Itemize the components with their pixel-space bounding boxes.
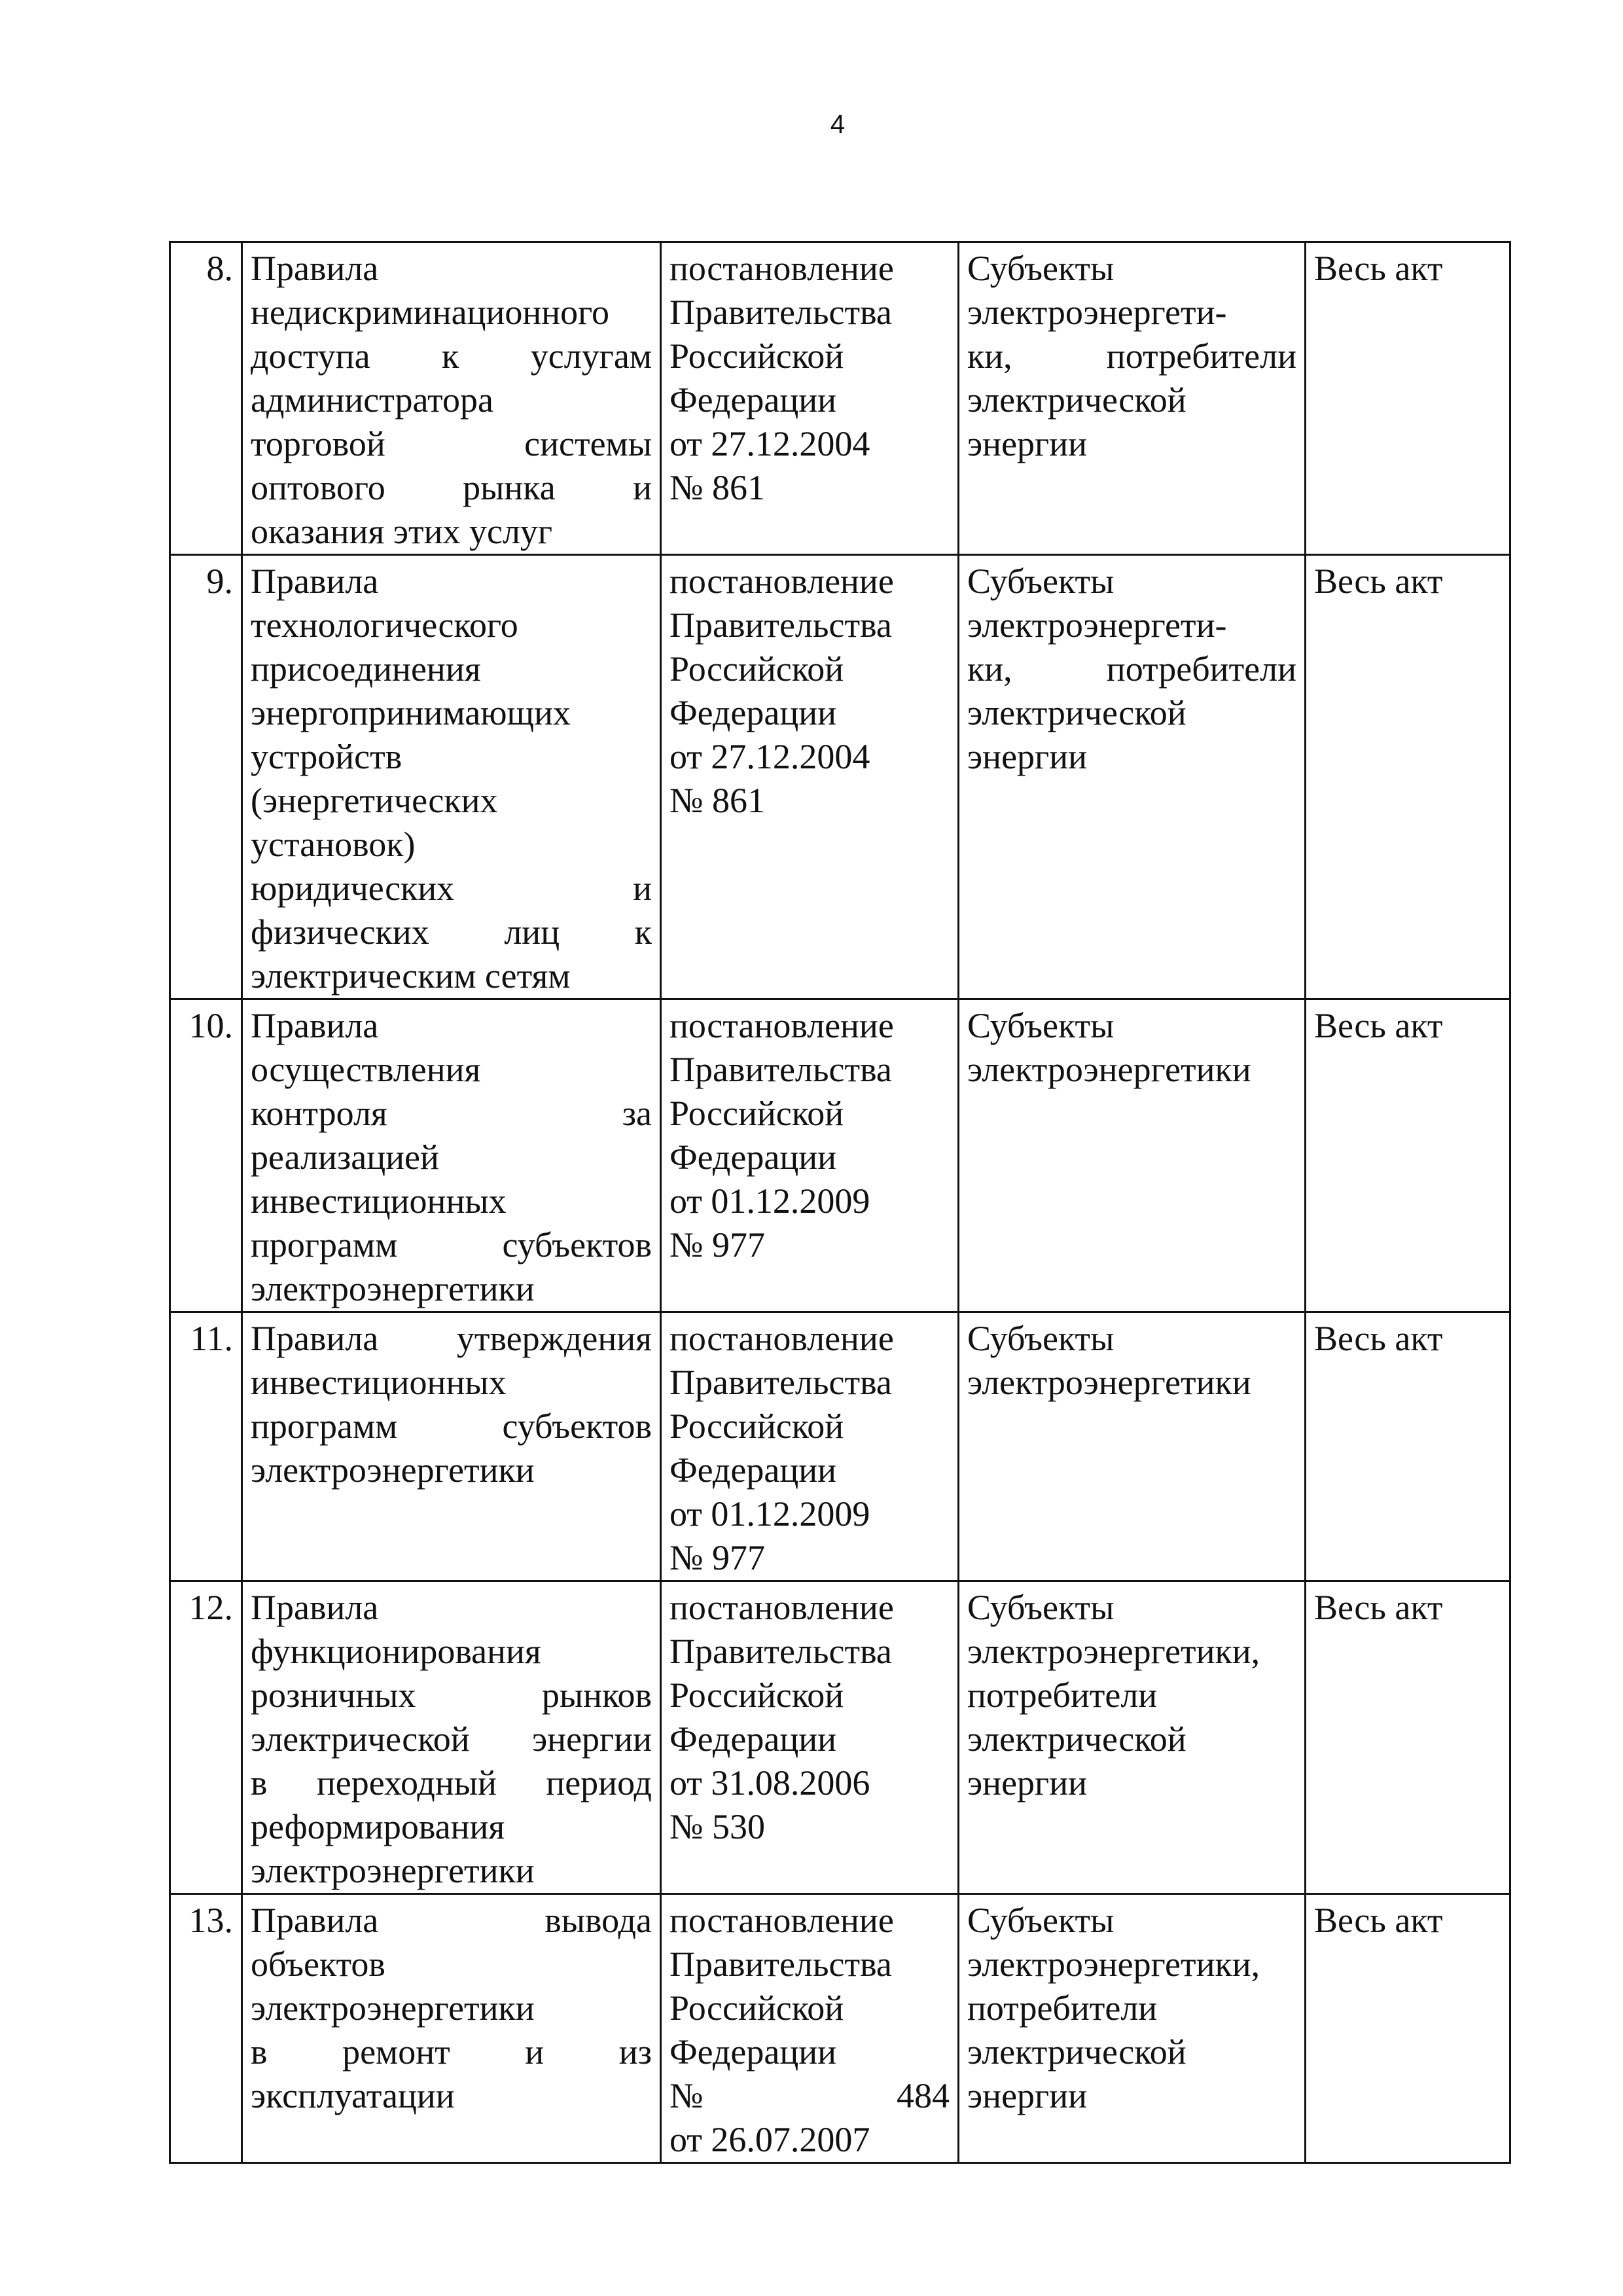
line: контроля за [251,1094,652,1133]
scope: Весь акт [1306,1312,1510,1581]
line: инвестиционных [251,1181,507,1221]
document-name [242,242,661,555]
document-name [242,1894,661,2163]
subjects [959,999,1306,1312]
row-number: 9. [170,555,242,999]
act-reference [661,1894,959,2163]
row-number: 13. [170,1894,242,2163]
line: от 27.12.2004 [669,424,870,463]
line: Правила [251,1006,379,1045]
scope: Весь акт [1306,1894,1510,2163]
line: от 01.12.2009 [669,1181,870,1221]
line: постановление [669,1006,894,1045]
line: Субъекты [967,1006,1115,1045]
line: инвестиционных [251,1363,507,1402]
line: Правительства [669,1945,892,1984]
row-number: 10. [170,999,242,1312]
line: недискриминационного [251,293,609,332]
subjects [959,555,1306,999]
line: постановление [669,249,894,288]
scope: Весь акт [1306,999,1510,1312]
line: ки, потребители [967,336,1296,376]
document-name [242,1581,661,1894]
regulations-table [169,241,1511,2164]
table-row [170,1894,1510,2163]
line: Федерации [669,2032,837,2072]
line: в ремонт и из [251,2032,652,2072]
line: электрической [967,693,1186,732]
line: оптового рынка и [251,468,652,507]
table-row [170,1312,1510,1581]
line: электроэнергетики [967,1363,1251,1402]
act-reference [661,242,959,555]
line: электроэнергети- [967,605,1227,645]
row-number: 12. [170,1581,242,1894]
line: Правительства [669,293,892,332]
document-name [242,999,661,1312]
document-name [242,555,661,999]
line: Субъекты [967,562,1115,601]
line: Правительства [669,1050,892,1089]
row-number: 8. [170,242,242,555]
line: электроэнергетики, [967,1945,1260,1984]
line: от 31.08.2006 [669,1763,870,1803]
line: электроэнергети- [967,293,1227,332]
line: электрической [967,2032,1186,2072]
line: Федерации [669,693,837,732]
line: Федерации [669,1719,837,1759]
subjects [959,242,1306,555]
line: технологического [251,605,518,645]
line: Российской [669,1094,844,1133]
line: функционирования [251,1632,541,1671]
line: электроэнергетики [251,1269,535,1308]
line: энергии [967,1763,1087,1803]
subjects [959,1312,1306,1581]
line: установок) [251,825,416,864]
line: администратора [251,380,493,420]
line: постановление [669,1901,894,1940]
line: энергии [967,2076,1087,2115]
subjects [959,1581,1306,1894]
document-name [242,1312,661,1581]
line: потребители [967,1988,1158,2028]
line: электроэнергетики, [967,1632,1260,1671]
table-body [170,242,1510,2163]
line: Федерации [669,1138,837,1177]
line: Российской [669,1407,844,1446]
line: устройств [251,737,402,776]
line: электроэнергетики [967,1050,1251,1089]
line: Правила вывода [251,1901,652,1940]
line: Правила [251,249,379,288]
line: торговой системы [251,424,652,463]
line: Правительства [669,1363,892,1402]
line: Российской [669,336,844,376]
line: потребители [967,1676,1158,1715]
line: электроэнергетики [251,1450,535,1490]
line: Субъекты [967,1588,1115,1627]
line: Правила [251,562,379,601]
line: электроэнергетики [251,1988,535,2028]
line: реализацией [251,1138,439,1177]
line: № 977 [669,1225,766,1265]
line: постановление [669,1588,894,1627]
line: № 484 [669,2076,950,2115]
line: доступа к услугам [251,336,652,376]
line: Российской [669,649,844,689]
subjects [959,1894,1306,2163]
line: эксплуатации [251,2076,455,2115]
line: Субъекты [967,1319,1115,1358]
line: электрической [967,1719,1186,1759]
line: Правительства [669,1632,892,1671]
line: энергии [967,737,1087,776]
scope: Весь акт [1306,242,1510,555]
line: № 861 [669,781,766,820]
line: программ субъектов [251,1225,652,1265]
line: в переходный период [251,1763,652,1803]
scope: Весь акт [1306,1581,1510,1894]
line: розничных рынков [251,1676,652,1715]
line: физических лиц к [251,912,652,952]
line: № 530 [669,1807,766,1846]
line: юридических и [251,869,652,908]
act-reference [661,999,959,1312]
line: № 861 [669,468,766,507]
line: электрической энергии [251,1719,652,1759]
line: (энергетических [251,781,498,820]
table-row [170,242,1510,555]
table-row [170,1581,1510,1894]
row-number: 11. [170,1312,242,1581]
act-reference [661,1581,959,1894]
page-number: 4 [830,110,846,139]
line: Российской [669,1676,844,1715]
line: от 01.12.2009 [669,1494,870,1534]
table-row [170,999,1510,1312]
line: ки, потребители [967,649,1296,689]
line: от 27.12.2004 [669,737,870,776]
line: Российской [669,1988,844,2028]
line: электрической [967,380,1186,420]
line: от 26.07.2007 [669,2120,870,2159]
line: Федерации [669,1450,837,1490]
line: Правила [251,1588,379,1627]
table-row [170,555,1510,999]
line: присоединения [251,649,481,689]
line: осуществления [251,1050,481,1089]
act-reference [661,555,959,999]
act-reference [661,1312,959,1581]
line: Субъекты [967,249,1115,288]
line: электрическим сетям [251,956,571,996]
line: № 977 [669,1538,766,1577]
line: программ субъектов [251,1407,652,1446]
line: энергии [967,424,1087,463]
line: Правительства [669,605,892,645]
line: реформирования [251,1807,505,1846]
line: объектов [251,1945,385,1984]
line: постановление [669,1319,894,1358]
line: Правила утверждения [251,1319,652,1358]
line: Субъекты [967,1901,1115,1940]
line: оказания этих услуг [251,512,553,551]
line: Федерации [669,380,837,420]
line: электроэнергетики [251,1851,535,1890]
line: постановление [669,562,894,601]
line: энергопринимающих [251,693,571,732]
scope: Весь акт [1306,555,1510,999]
